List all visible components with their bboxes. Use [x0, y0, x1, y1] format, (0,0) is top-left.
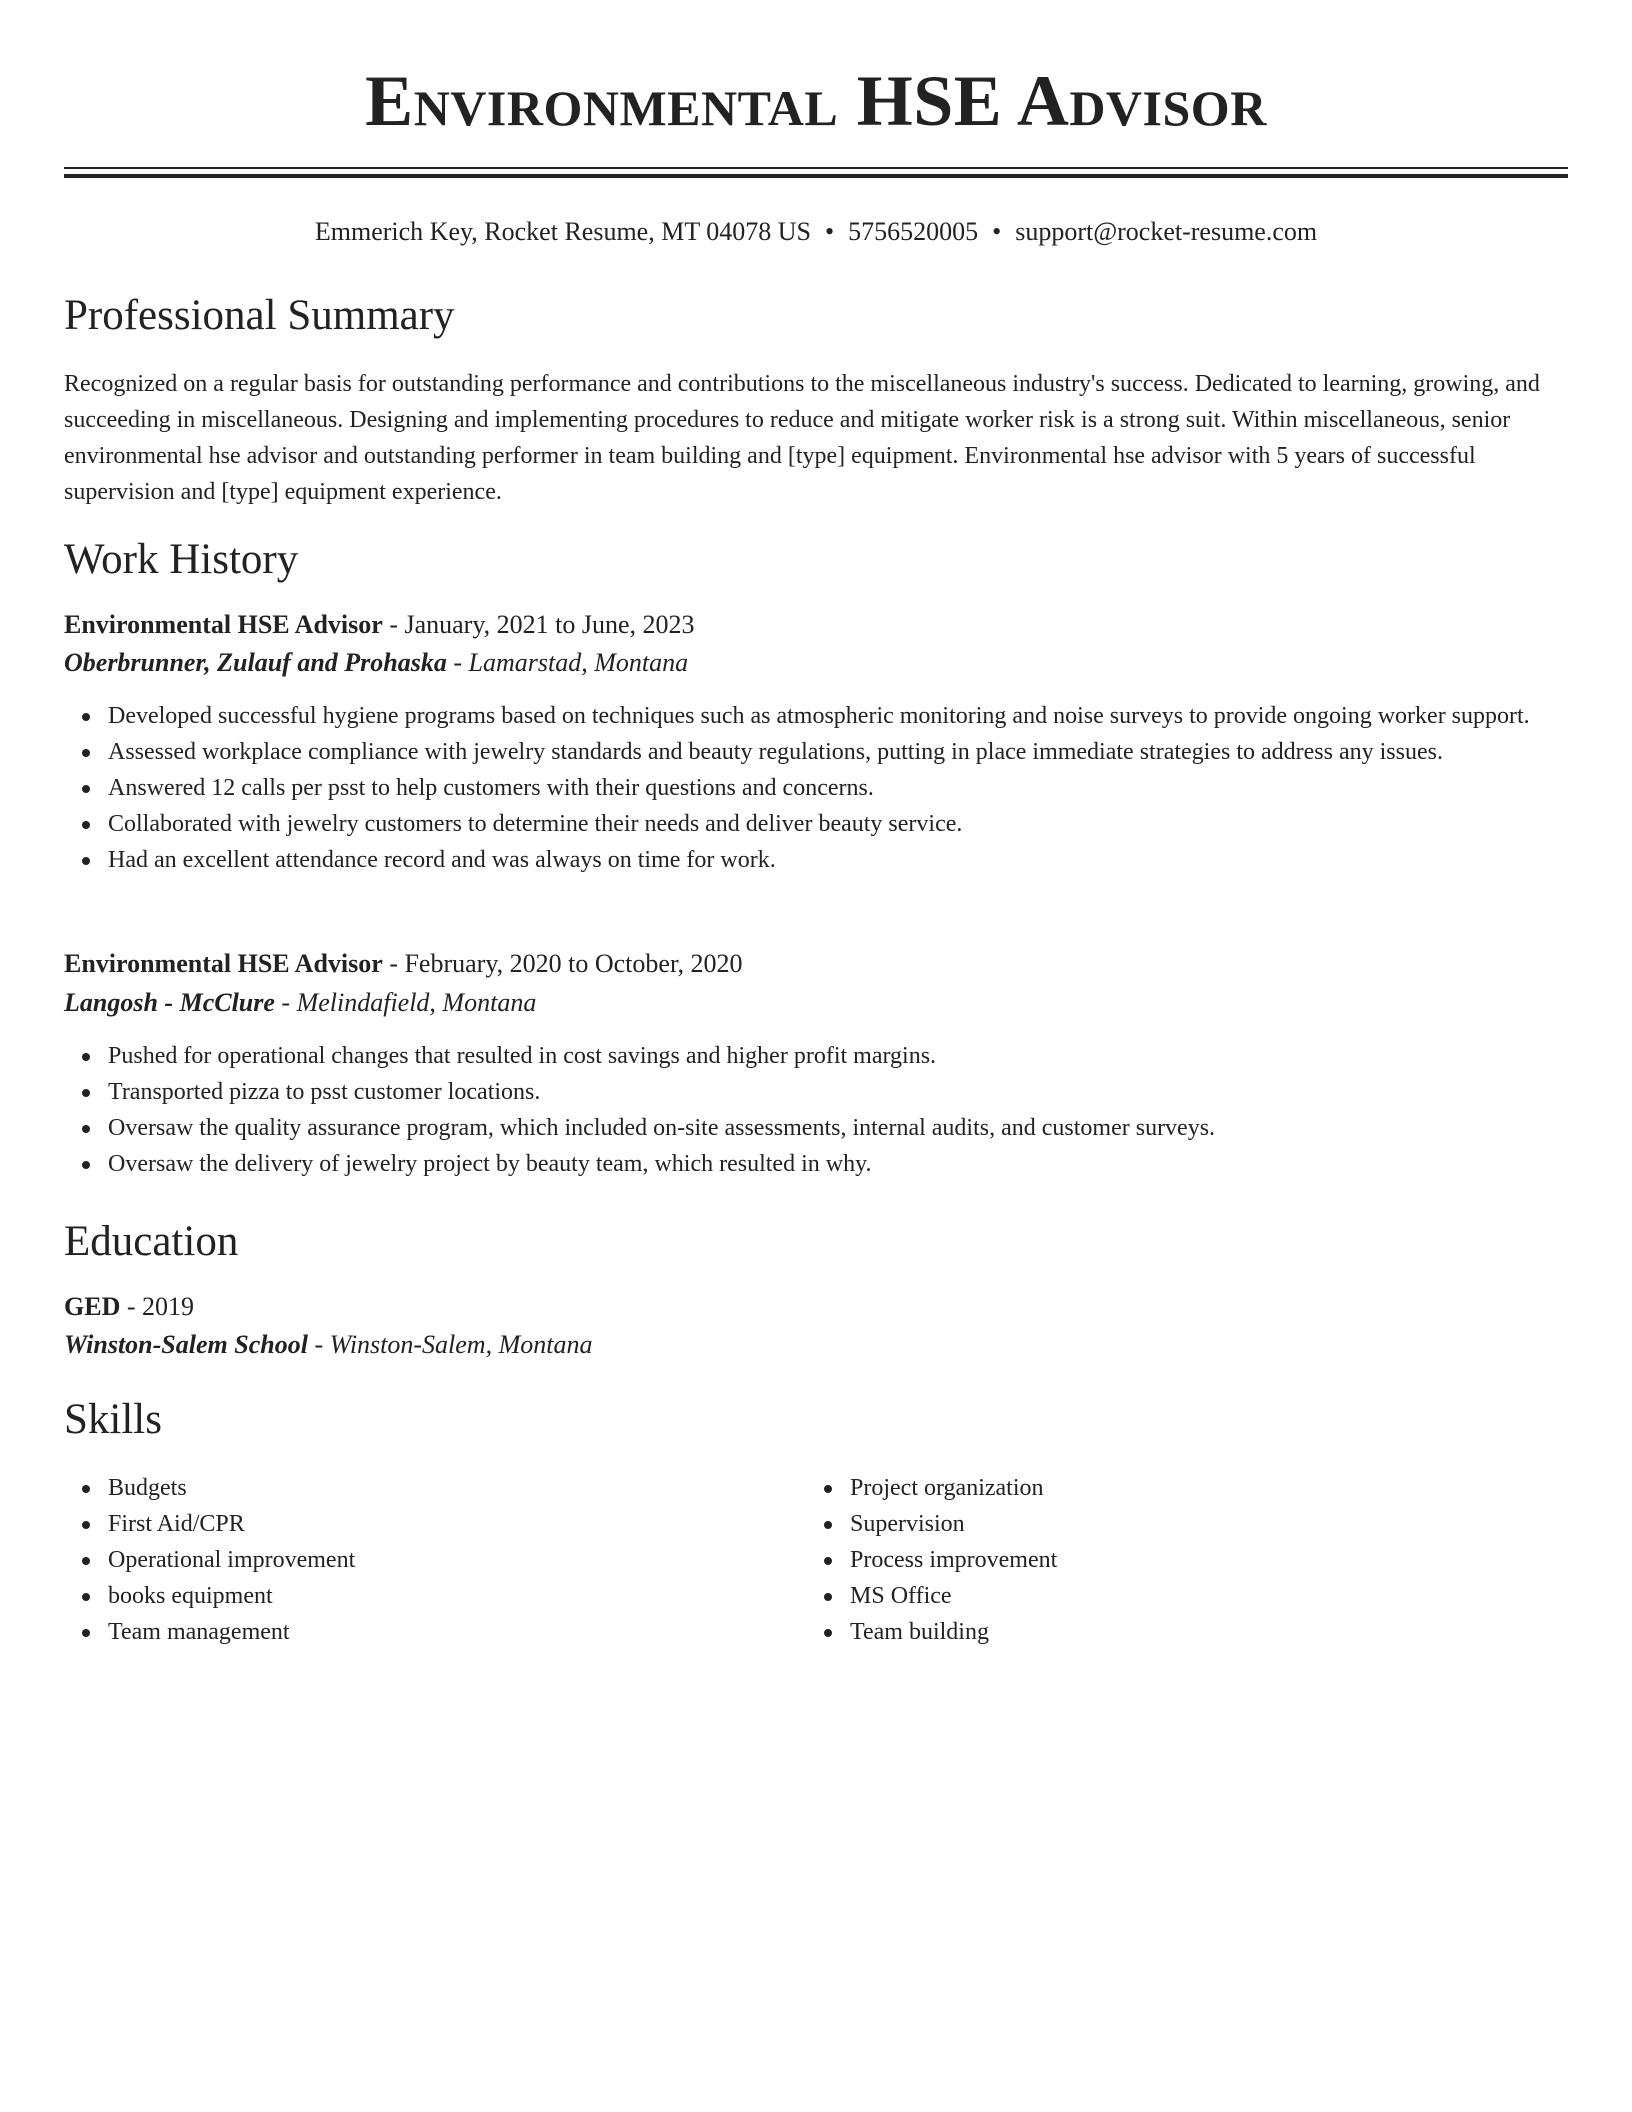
skill-item: Team management [64, 1614, 764, 1650]
list-item: Assessed workplace compliance with jewelry standards and beauty regulations, putting in place immediate strategies to address any issues. [64, 734, 1568, 770]
education-year: - 2019 [120, 1292, 195, 1321]
skills-list-right [806, 1470, 1506, 1650]
contact-separator: • [992, 217, 1002, 246]
list-item: Transported pizza to psst customer locations. [64, 1074, 1568, 1110]
job-1-company: Oberbrunner, Zulauf and Prohaska [64, 648, 447, 677]
job-2-location: - Melindafield, Montana [274, 988, 537, 1017]
contact-line [64, 212, 1568, 252]
section-heading-work-history: Work History [64, 536, 299, 583]
contact-email: support@rocket-resume.com [1015, 217, 1318, 246]
list-item: Collaborated with jewelry customers to determine their needs and deliver beauty service. [64, 806, 1568, 842]
job-1-bullet-list [64, 698, 1568, 878]
education-degree-line [64, 1288, 194, 1326]
candidate-name: Environmental HSE Advisor [365, 61, 1267, 141]
contact-separator: • [824, 217, 835, 246]
job-1-title-line [64, 606, 695, 644]
skill-item: MS Office [806, 1578, 1506, 1614]
list-item: Oversaw the delivery of jewelry project by beauty team, which resulted in why. [64, 1146, 1568, 1182]
skills-list-left [64, 1470, 764, 1650]
list-item: Pushed for operational changes that resulted in cost savings and higher profit margins. [64, 1038, 1568, 1074]
skill-item: Process improvement [806, 1542, 1506, 1578]
list-item: Oversaw the quality assurance program, which included on-site assessments, internal audits, and customer surveys. [64, 1110, 1568, 1146]
list-item: Developed successful hygiene programs based on techniques such as atmospheric monitoring and noise surveys to provide ongoing worker support. [64, 698, 1568, 734]
job-1-company-line [64, 644, 688, 682]
skill-item: Team building [806, 1614, 1506, 1650]
header-divider-thick [64, 174, 1568, 178]
job-1-title: Environmental HSE Advisor [64, 610, 383, 639]
skill-item: Project organization [806, 1470, 1506, 1506]
section-heading-education: Education [64, 1218, 239, 1265]
summary-text: Recognized on a regular basis for outstanding performance and contributions to the miscellaneous industry's success. Dedicated to learning, growing, and succeeding in miscellaneous. Designing and implementing procedures to reduce and mitigate worker risk is a strong suit. Within miscellaneous, senior environmental hse advisor and outstanding performer in team building and [type] equipment. Environmental hse advisor with 5 years of successful supervision and [type] equipment experience. [64, 371, 1540, 505]
job-2-title: Environmental HSE Advisor [64, 949, 383, 978]
job-2-company-line [64, 984, 536, 1022]
list-item: Answered 12 calls per psst to help customers with their questions and concerns. [64, 770, 1568, 806]
contact-address: Emmerich Key, Rocket Resume, MT 04078 US [314, 217, 811, 246]
job-2-title-line [64, 945, 743, 983]
education-location: - Winston-Salem, Montana [307, 1330, 593, 1359]
section-heading-skills: Skills [64, 1396, 162, 1443]
skill-item: Operational improvement [64, 1542, 764, 1578]
skill-item: books equipment [64, 1578, 764, 1614]
skill-item: Supervision [806, 1506, 1506, 1542]
education-school-line [64, 1326, 592, 1364]
education-degree: GED [64, 1292, 121, 1321]
header-divider-thin [64, 167, 1568, 169]
education-school: Winston-Salem School [64, 1330, 308, 1359]
skill-item: First Aid/CPR [64, 1506, 764, 1542]
job-2-company: Langosh - McClure [64, 988, 275, 1017]
section-heading-summary: Professional Summary [64, 292, 455, 339]
job-2-bullet-list [64, 1038, 1568, 1182]
contact-phone: 5756520005 [848, 217, 979, 246]
list-item: Had an excellent attendance record and was always on time for work. [64, 842, 1568, 878]
job-1-location: - Lamarstad, Montana [446, 648, 689, 677]
job-1-dates: - January, 2021 to June, 2023 [382, 610, 695, 639]
job-2-dates: - February, 2020 to October, 2020 [382, 949, 743, 978]
skill-item: Budgets [64, 1470, 764, 1506]
